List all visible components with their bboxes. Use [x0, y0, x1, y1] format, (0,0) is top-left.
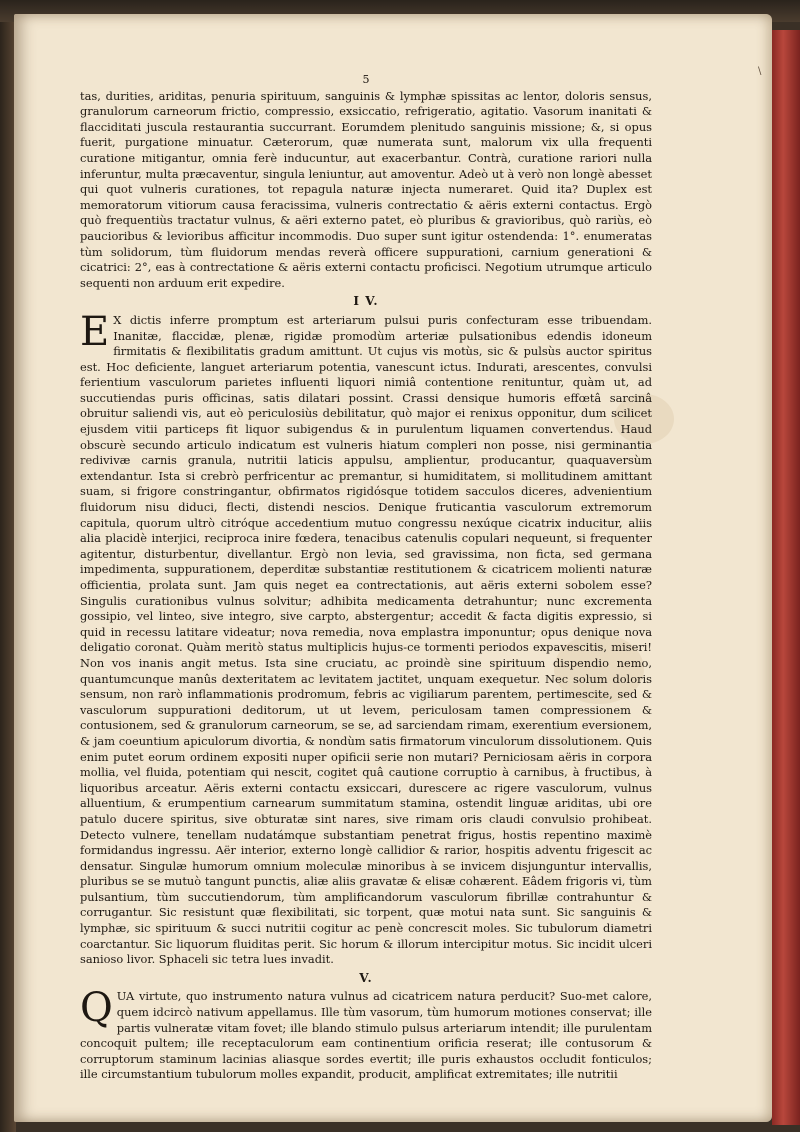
drop-cap-q: Q — [80, 985, 113, 1032]
drop-cap-e: E — [80, 308, 110, 355]
section-heading-iv: I V. — [353, 294, 379, 309]
paragraph-3-text: UA virtute, quo instrumento natura vulnus ad cicatricem natura perducit? Suo-met calore, quem idcircò nativum appellamus. Ille tùm vasorum, tùm humorum motiones conservat; ille partis vulneratæ vitam fovet; ille blando stimulo pulsus arteriarum intendit; ille purulentam concoquit pultem; ille receptaculorum eam continentium orificia reserat; ille contusorum & corruptorum staminum lacinias aliasque sordes evertit; ille puris exhaustos occludit fonticulos; ille circumstantium tubulorum molles expandit, producit, amplificat extremitates; ille nutritii — [80, 989, 652, 1082]
page-number: 5 — [362, 73, 370, 86]
paragraph-2-text: X dictis inferre promptum est arteriarum pulsui puris confecturam esse tribuendam. Inanitæ, flaccidæ, plenæ, rigidæ promodùm arteriæ pulsationibus edendis idoneum firmitatis & flexibilitatis gradum amittunt. Ut cujus vis motùs, sic & pulsùs auctor spiritus est. Hoc deficiente, languet arteriarum potentia, vanescunt ictus. Indurati, arescentes, convulsi ferientium vasculorum parietes influenti liquori nimiâ contentione renituntur, quàm ut, ad succutiendas puris officinas, satis dilatari possint. Crassi densique humoris effœtâ sarcinâ obruitur saliendi vis, aut eò periculosiùs debilitatur, quò major ei renixus opponitur, dum scilicet ejusdem vitii particeps fit liquor subigendus & in purulentum liquamen convertendus. Haud obscurè secundo articulo indicatum est vulneris hiatum compleri non posse, nisi germinantia redivivæ carnis granula, nutritii laticis appulsu, amplientur, producantur, quaquaversùm extendantur. Ista si crebrò perfricentur ac premantur, si humiditatem, si mollitudinem amittant suam, si frigore constringantur, obfirmatos rigidósque totidem sacculos diceres, advenientium fluidorum nisu diduci, flecti, distendi nescios. Denique fruticantia vasculorum extremorum capitula, quorum ultrò citróque accedentium mutuo congressu nexúque cicatrix inducitur, aliis alia placidè interjici, reciproca inire fœdera, tenacibus catenulis copulari nequeunt, si frequenter agitentur, disturbentur, divellantur. Ergò non levia, sed gravissima, non ficta, sed germana impedimenta, suppurationem, deperditæ substantiæ restitutionem & cicatricem molienti naturæ officientia, prolata sunt. Jam quis neget ea contrectationis, aut aëris externi sobolem esse? Singulis curationibus vulnus solvitur; adhibita medicamenta detrahuntur; nunc excrementa gossipio, vel linteo, sive integro, sive carpto, abstergentur; accedit & facta digitis expressio, si quid in recessu latitare videatur; nova remedia, nova emplastra imponuntur; opus denique nova deligatio coronat. Quàm meritò status multiplicis hujus-ce tormenti periodos expavescitis, miseri! Non vos inanis angit metus. Ista sine cruciatu, ac proindè sine spirituum dispendio nemo, quantumcunque manûs dexteritatem ac levitatem jactitet, unquam exequetur. Nec solum doloris sensum, non rarò inflammationis prodromum, febris ac vigiliarum parentem, pertimescite, sed & vasculorum suppurationi deditorum, ut ut levem, periculosam tamen compressionem & contusionem, sed & granulorum carneorum, se se, ad sarciendam rimam, exerentium eversionem, & jam coeuntium apiculorum divortia, & nondùm satis firmatorum vinculorum dissolutionem. Quis enim putet eorum ordinem expositi nuper opificii serie non mutari? Perniciosam aëris in corpora mollia, vel fluida, potentiam qui nescit, cogitet quâ cautione corruptio à carnibus, à fructibus, à liquoribus arceatur. Aëris externi contactu exsiccari, durescere ac rigere vasculorum, vulnus alluentium, & erumpentium carnearum summitatum stamina, ostendit linguæ ariditas, ubi ore patulo ducere spiritus, sive obturatæ sint nares, sive rimam oris claudi convulsio prohibeat. Detecto vulnere, tenellam nudatámque substantiam penetrat frigus, hostis repentino maximè formidandus ingressu. Aër interior, externo longè callidior & rarior, hospitis adventu frigescit ac densatur. Singulæ humorum omnium moleculæ minoribus à se invicem disjunguntur intervallis, pluribus se se mutuò tangunt punctis, aliæ aliis gravatæ & elisæ cohærent. Eâdem frigoris vi, tùm pulsantium, tùm succutiendorum, tùm amplificandorum vasculorum fibrillæ contrahuntur & corrugantur. Sic resistunt quæ flexibilitati, sic torpent, quæ motui nata sunt. Sic sanguinis & lymphæ, sic spirituum & succi nutritii cogitur ac penè concrescit moles. Sic tubulorum diametri coarctantur. Sic liquorum fluiditas perit. Sic horum & illorum intercipitur motus. Sic incidit ulceri sanioso livor. Sphaceli sic tetra lues invadit. — [80, 312, 652, 967]
section-heading-v: V. — [359, 970, 373, 985]
paragraph-1: tas, durities, ariditas, penuria spirituum, sanguinis & lymphæ spissitas ac lentor, doloris sensus, granulorum carneorum frictio, compressio, exsiccatio, refrigeratio, agitatio. Vasorum inanitati & flacciditati jusculа restaurantia succurrant. Eorumdem plenitudo sanguinis missione; &, si opus fuerit, purgatione minuatur. Cæterorum, quæ numerata sunt, malorum vix ulla frequenti curatione mitigantur, omnia ferè inducuntur, aut exacerbantur. Contrà, curatione rariori nulla inferuntur, multa præcaventur, singula leniuntur, aut amoventur. Adeò ut à verò non longè abesset qui quot vulneris curationes, tot repagula naturæ injecta numeraret. Quid ita? Duplex est memoratorum vitiorum causa feracissima, vulneris contrectatio & aëris externi contactus. Ergò quò frequentiùs tractatur vulnus, & aëri externo patet, eò pluribus & gravioribus, quò rariùs, eò paucioribus & levioribus afficitur incommodis. Duo super sunt igitur ostendenda: 1°. enumeratas tùm solidorum, tùm fluidorum mendas reverà officere suppurationi, carnium generationi & cicatrici: 2°, eas à contrectatione & aëris externi contactu proficisci. Negotium utrumque articulo sequenti non arduum erit expedire. — [80, 88, 652, 290]
paragraph-3 — [80, 985, 652, 1083]
page-text — [80, 72, 652, 1083]
book-cover-edge — [772, 30, 800, 1125]
paragraph-2 — [80, 308, 652, 968]
margin-mark: \ — [758, 66, 762, 77]
